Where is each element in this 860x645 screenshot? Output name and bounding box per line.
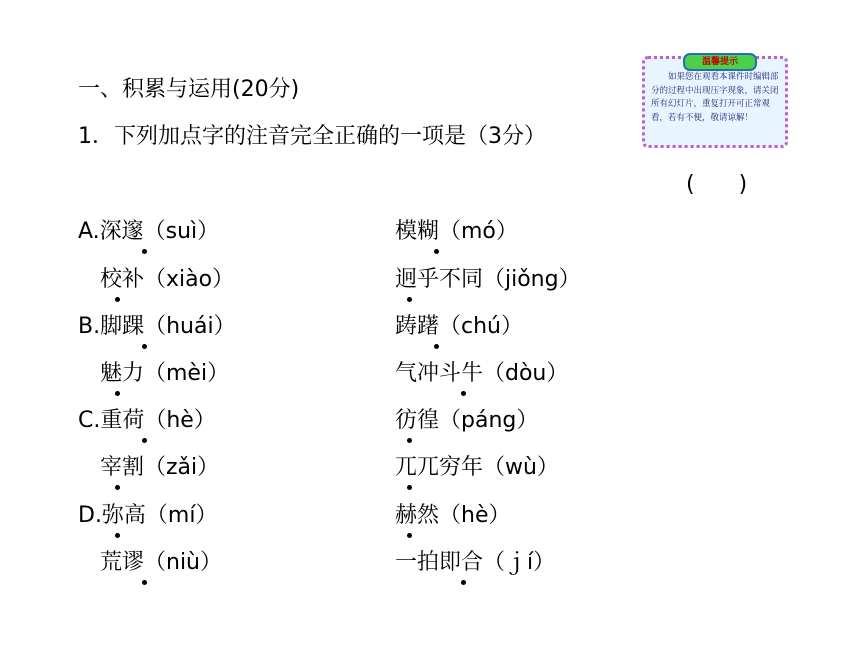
option-b-left-2: 魅力（mèi）	[78, 361, 230, 386]
emphasis-dot	[142, 438, 147, 443]
emphasis-dot	[407, 533, 412, 538]
emphasis-dot	[142, 344, 147, 349]
question-text: 1．下列加点字的注音完全正确的一项是（3分）	[78, 124, 546, 149]
emphasis-dot	[115, 297, 120, 302]
emphasis-dot	[434, 344, 439, 349]
section-heading: 一、积累与运用(20分)	[78, 77, 300, 102]
emphasis-dot	[461, 391, 466, 396]
option-b-right-1: 踌躇（chú）	[395, 314, 523, 339]
option-a-left-1: A.深邃（suì）	[78, 219, 220, 244]
emphasis-dot	[434, 249, 439, 254]
emphasis-dot	[142, 580, 147, 585]
option-d-right-1: 赫然（hè）	[395, 503, 511, 528]
emphasis-dot	[142, 249, 147, 254]
option-c-right-2: 兀兀穷年（wù）	[395, 455, 559, 480]
emphasis-dot	[461, 580, 466, 585]
emphasis-dot	[115, 533, 120, 538]
option-d-left-2: 荒谬（niù）	[78, 550, 222, 575]
answer-bracket: ( )	[686, 172, 748, 197]
option-a-left-2: 校补（xiào）	[78, 267, 235, 292]
option-c-left-2: 宰割（zǎi）	[78, 455, 220, 480]
tip-box	[642, 56, 788, 148]
emphasis-dot	[115, 485, 120, 490]
emphasis-dot	[115, 391, 120, 396]
option-b-right-2: 气冲斗牛（dòu）	[395, 361, 569, 386]
emphasis-dot	[407, 297, 412, 302]
option-d-left-1: D.弥高（mí）	[78, 503, 218, 528]
emphasis-dot	[407, 438, 412, 443]
tip-text: 如果您在观看本课件时编辑部分的过程中出现压字现象，请关闭所有幻灯片，重复打开可正常观看，若有不便，敬请谅解！	[651, 72, 779, 123]
option-b-left-1: B.脚踝（huái）	[78, 314, 236, 339]
option-a-right-1: 模糊（mó）	[395, 219, 518, 244]
option-d-right-2: 一拍即合（ｊí）	[395, 550, 556, 575]
emphasis-dot	[407, 485, 412, 490]
tip-title: 温馨提示	[683, 53, 757, 71]
option-a-right-2: 迥乎不同（jiǒng）	[395, 267, 581, 292]
option-c-right-1: 彷徨（páng）	[395, 408, 539, 433]
option-c-left-1: C.重荷（hè）	[78, 408, 216, 433]
